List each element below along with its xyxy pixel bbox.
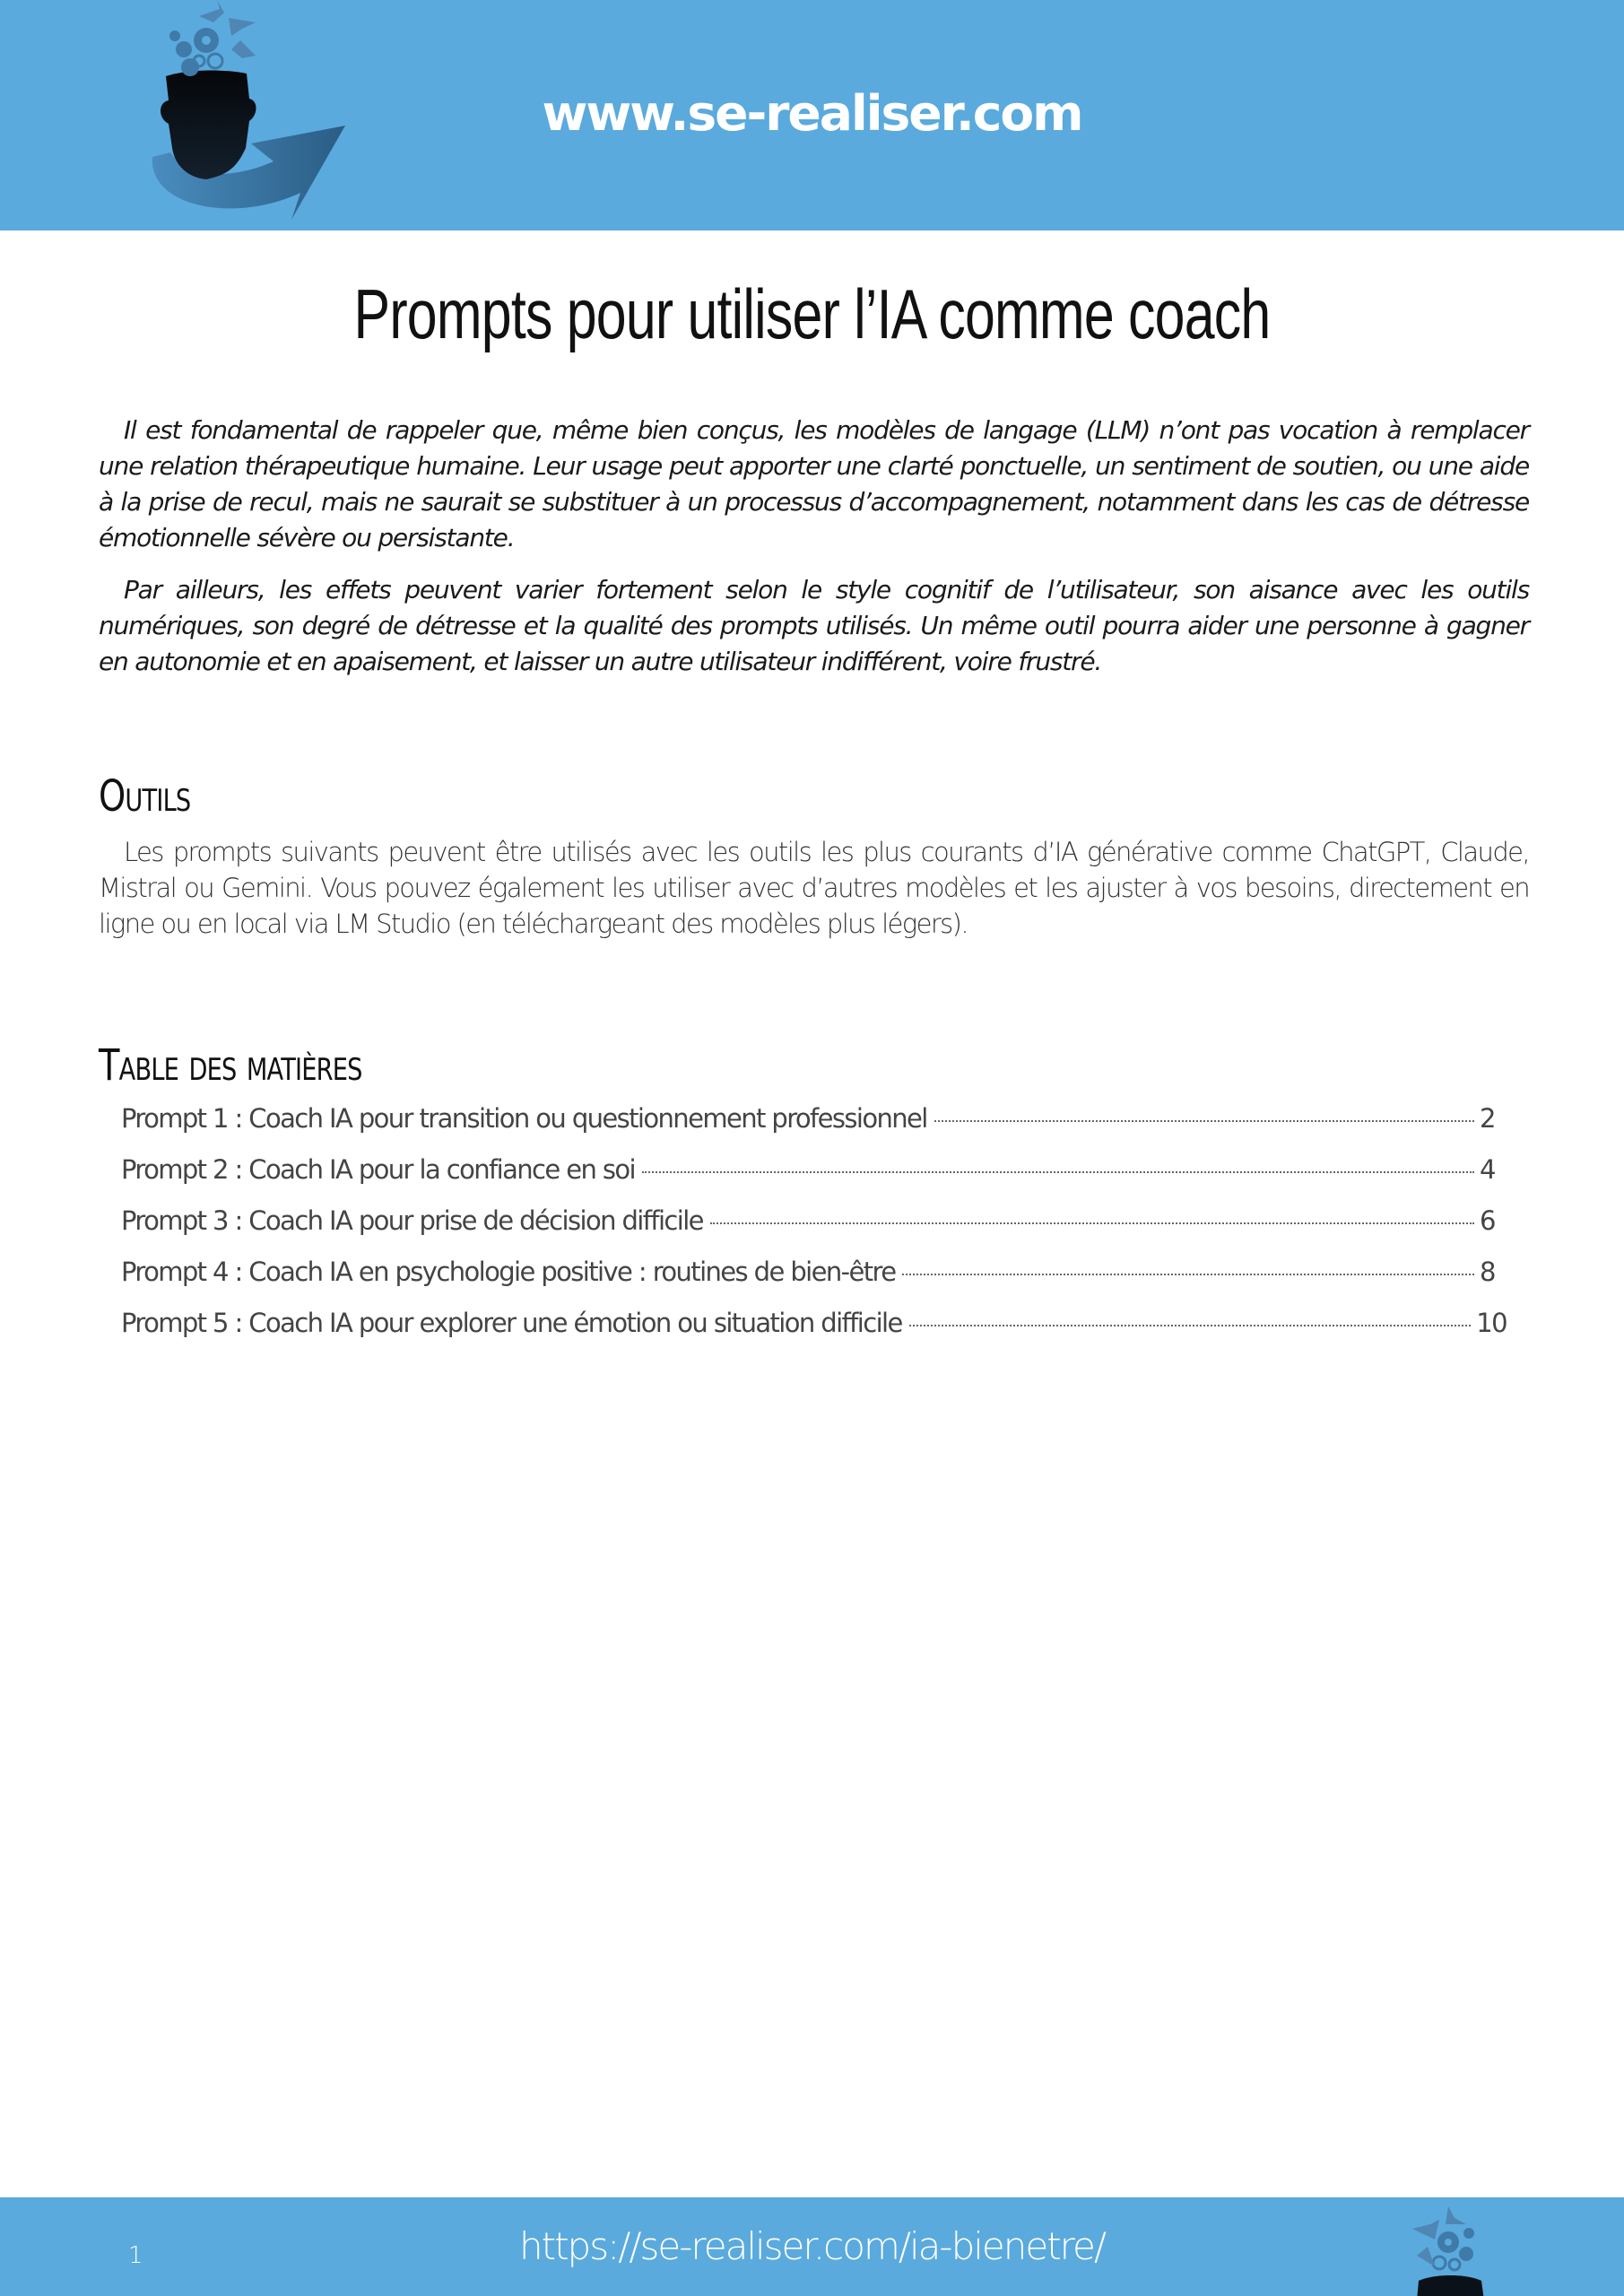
toc-item-label[interactable]: Prompt 1 : Coach IA pour transition ou questionnement professionnel — [121, 1103, 927, 1134]
tools-text: Les prompts suivants peuvent être utilisés avec les outils les plus courants d’IA générative comme ChatGPT, Claude, Mistral ou Gemini. Vous pouvez également les utiliser avec d’autres modèles et les ajuster à vos besoins, directement en ligne ou en local via LM Studio (en téléchargeant des modèles plus légers). — [99, 837, 1529, 939]
toc-item-label[interactable]: Prompt 2 : Coach IA pour la confiance en soi — [121, 1154, 635, 1185]
toc-item[interactable] — [121, 1154, 1507, 1205]
intro-paragraph: Par ailleurs, les effets peuvent varier fortement selon le style cognitif de l’utilisateur, son aisance avec les outils numériques, son degré de détresse et la qualité des prompts utilisés. Un même outil pourra aider une personne à gagner en autonomie et en apaisement, et laisser un autre utilisateur indifférent, voire frustré. — [99, 575, 1529, 676]
toc-dot-leader — [710, 1222, 1474, 1224]
intro-paragraph: Il est fondamental de rappeler que, même bien conçus, les modèles de langage (LLM) n’ont pas vocation à remplacer une relation thérapeutique humaine. Leur usage peut apporter une clarté ponctuelle, un sentiment de soutien, ou une aide à la prise de recul, mais ne saurait se substituer à un processus d’accompagnement, notamment dans les cas de détresse émotionnelle sévère ou persistante. — [99, 415, 1529, 552]
intro-section — [99, 413, 1529, 696]
tools-heading: Outils — [99, 771, 191, 822]
toc-dot-leader — [902, 1274, 1474, 1275]
toc-item-page: 10 — [1476, 1308, 1507, 1338]
site-url[interactable]: www.se-realiser.com — [542, 85, 1082, 142]
toc-dot-leader — [909, 1325, 1472, 1326]
page-header — [0, 0, 1624, 230]
toc-item[interactable] — [121, 1308, 1507, 1359]
page-number: 1 — [128, 2242, 143, 2269]
footer-url[interactable]: https://se-realiser.com/ia-bienetre/ — [518, 2224, 1105, 2268]
toc-item-label[interactable]: Prompt 5 : Coach IA pour explorer une émotion ou situation difficile — [121, 1308, 902, 1338]
toc-item-page: 6 — [1480, 1205, 1495, 1236]
head-gears-logo-icon — [1399, 2202, 1498, 2296]
toc-dot-leader — [934, 1120, 1474, 1122]
toc-item[interactable] — [121, 1257, 1507, 1308]
toc-item[interactable] — [121, 1103, 1507, 1154]
page-footer — [0, 2197, 1624, 2296]
toc-heading: Table des matières — [99, 1040, 362, 1091]
toc-item[interactable] — [121, 1205, 1507, 1257]
toc-item-page: 2 — [1480, 1103, 1495, 1134]
page-title: Prompts pour utiliser l’IA comme coach — [353, 274, 1271, 353]
table-of-contents — [121, 1103, 1507, 1359]
toc-dot-leader — [642, 1171, 1474, 1173]
toc-item-page: 8 — [1480, 1257, 1495, 1287]
toc-item-label[interactable]: Prompt 3 : Coach IA pour prise de décision difficile — [121, 1205, 703, 1236]
toc-item-label[interactable]: Prompt 4 : Coach IA en psychologie positive : routines de bien-être — [121, 1257, 896, 1287]
toc-item-page: 4 — [1480, 1154, 1495, 1185]
